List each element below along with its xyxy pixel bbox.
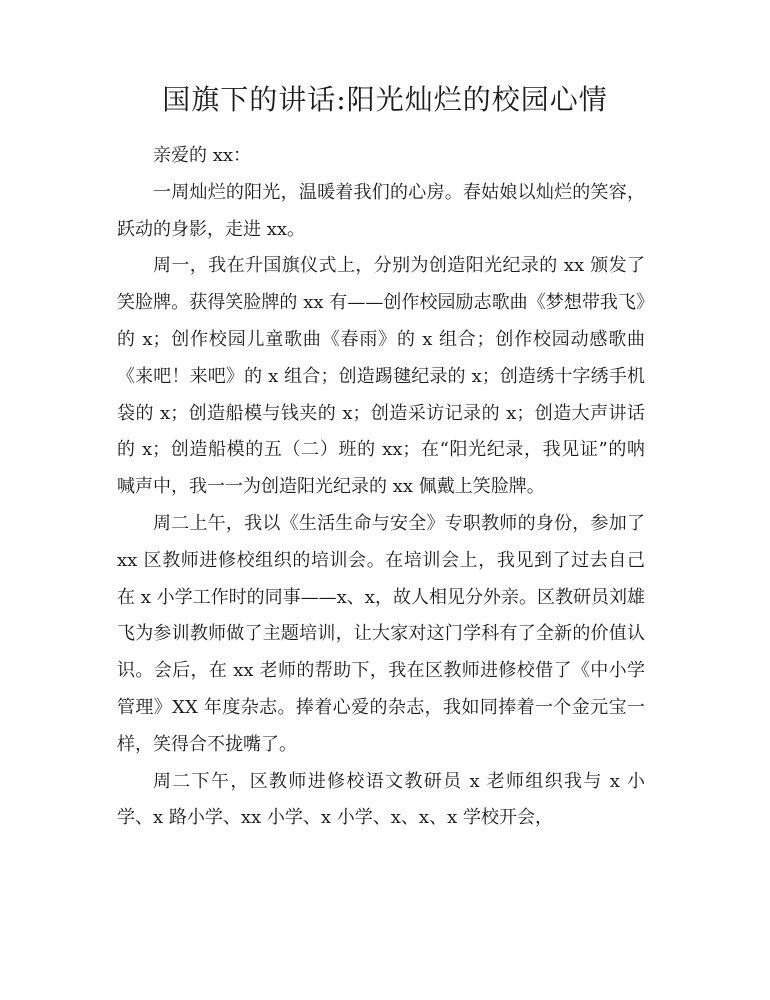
paragraph: 周二下午，区教师进修校语文教研员 x 老师组织我与 x 小学、x 路小学、xx 小学、x 小学、x、x、x 学校开会， [117, 770, 645, 829]
paragraph: 周二上午，我以《生活生命与安全》专职教师的身份，参加了 xx 区教师进修校组织的培训会。在培训会上，我见到了过去自己在 x 小学工作时的同事——x、x，故人相见分外亲。区教研员刘雄飞为参训教师做了主题培训，让大家对这门学科有了全新的价值认识。会后，在 xx 老师的帮助下，我在区教师进修校借了《中小学管理》XX 年度杂志。捧着心爱的杂志，我如同捧着一个金元宝一样，笑得合不拢嘴了。 [117, 512, 645, 755]
salutation: 亲爱的 xx： [153, 145, 252, 166]
document-title: 国旗下的讲话:阳光灿烂的校园心情 [162, 83, 608, 116]
paragraph: 周一，我在升国旗仪式上，分别为创造阳光纪录的 xx 颁发了笑脸牌。获得笑脸牌的 xx 有——创作校园励志歌曲《梦想带我飞》的 x；创作校园儿童歌曲《春雨》的 x 组合；创作校园动感歌曲《来吧！来吧》的 x 组合；创造踢毽纪录的 x；创造绣十字绣手机袋的 x；创造船模与钱夹的 x；创造采访记录的 x；创造大声讲话的 x；创造船模的五（二）班的 xx；在“阳光纪录，我见证”的呐喊声中，我一一为创造阳光纪录的 xx 佩戴上笑脸牌。 [117, 255, 645, 498]
document-body [117, 138, 645, 837]
paragraph: 一周灿烂的阳光，温暖着我们的心房。春姑娘以灿烂的笑容，跃动的身影，走进 xx。 [117, 181, 645, 240]
